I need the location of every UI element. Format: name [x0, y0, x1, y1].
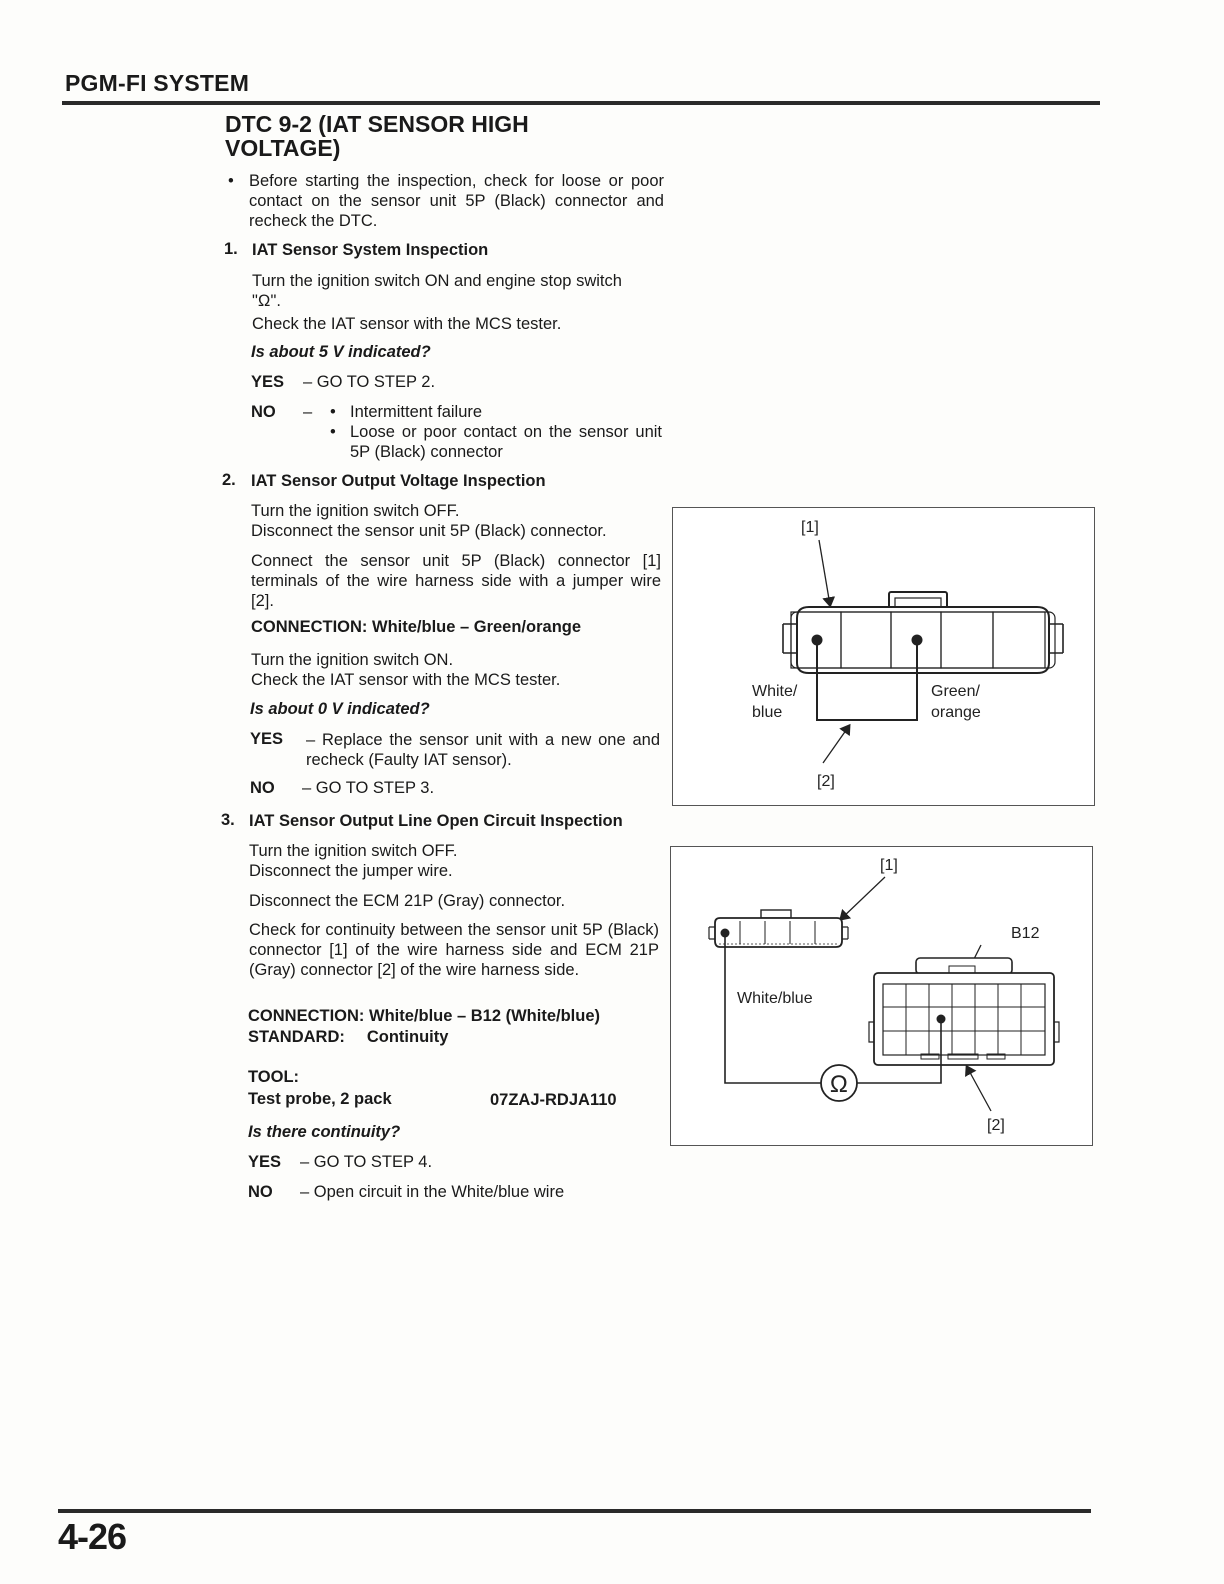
figure-jumper-wire: [672, 507, 1095, 806]
bottom-rule: [58, 1509, 1091, 1513]
standard-label: STANDARD:: [248, 1028, 345, 1046]
fig1-label-green-orange-1: Green/: [931, 683, 980, 700]
jumper-diagram: [673, 508, 1094, 805]
step1-title: IAT Sensor System Inspection: [252, 241, 489, 259]
step3-no-label: NO: [248, 1183, 273, 1201]
step1-no-list: [330, 402, 662, 462]
fig2-callout-2: [2]: [987, 1117, 1005, 1134]
section-title: PGM-FI SYSTEM: [65, 70, 250, 96]
fig1-label-white-blue-1: White/: [752, 683, 798, 700]
step1-no-item: • Intermittent failure: [330, 403, 483, 421]
step3-no-text: – Open circuit in the White/blue wire: [300, 1183, 565, 1201]
step1-yes: [251, 372, 435, 392]
step1-yes-label: YES: [251, 373, 285, 391]
step3-line1: Turn the ignition switch OFF.: [249, 842, 458, 860]
step3-standard: [248, 1027, 448, 1047]
fig2-callout-1: [1]: [880, 857, 898, 874]
step2-no-text: – GO TO STEP 3.: [302, 779, 435, 797]
ecm-21p-connector: [869, 958, 1059, 1065]
bullet-icon: •: [228, 172, 234, 190]
step2-line3: Turn the ignition switch ON.: [251, 651, 454, 669]
step1-number: 1.: [224, 240, 238, 258]
step2-question: Is about 0 V indicated?: [250, 700, 430, 718]
fig1-label-green-orange-2: orange: [931, 704, 981, 721]
step3-para2: Disconnect the ECM 21P (Gray) connector.: [249, 892, 566, 910]
step3-yes-label: YES: [248, 1153, 282, 1171]
fig1-callout-2: [2]: [817, 773, 835, 790]
page-number: 4-26: [58, 1516, 127, 1557]
step3-title: IAT Sensor Output Line Open Circuit Inspection: [249, 812, 623, 830]
fig2-arrow-2: [967, 1067, 991, 1111]
dtc-title-line2: VOLTAGE): [225, 135, 341, 161]
intro-text: Before starting the inspection, check for loose or poor contact on the sensor unit 5P (Black) connector and recheck the DTC.: [249, 172, 664, 230]
fig2-probe-lead-left: [725, 933, 821, 1083]
step3-number: 3.: [221, 811, 235, 829]
top-rule: [62, 101, 1100, 105]
tool-part-number: 07ZAJ-RDJA110: [490, 1091, 617, 1109]
fig2-label-white-blue: White/blue: [737, 990, 813, 1007]
step1-no-item: • Loose or poor contact on the sensor unit 5P (Black) connector: [330, 423, 662, 461]
step3-para1: [249, 841, 664, 881]
step2-no: [250, 778, 434, 798]
ohmmeter-icon: [821, 1065, 857, 1101]
intro-bullet: [228, 171, 664, 231]
step1-question: Is about 5 V indicated?: [251, 343, 431, 361]
step3-connection: CONNECTION: White/blue – B12 (White/blue): [248, 1007, 601, 1025]
step2-para3: [251, 650, 666, 690]
standard-value: Continuity: [366, 1028, 449, 1046]
figure-continuity-check: [670, 846, 1093, 1146]
step1-line3: Check the IAT sensor with the MCS tester.: [252, 315, 562, 333]
step2-line2: Disconnect the sensor unit 5P (Black) connector.: [251, 522, 607, 540]
ohm-symbol: Ω: [829, 1071, 849, 1098]
step2-line4: Check the IAT sensor with the MCS tester.: [251, 671, 561, 689]
step2-connection: CONNECTION: White/blue – Green/orange: [251, 618, 582, 636]
dtc-title: [225, 112, 625, 160]
step3-yes-text: – GO TO STEP 4.: [300, 1153, 433, 1171]
fig2-label-b12: B12: [1011, 925, 1040, 942]
step2-line1: Turn the ignition switch OFF.: [251, 502, 460, 520]
step2-title: IAT Sensor Output Voltage Inspection: [251, 472, 546, 490]
step2-yes-text: – Replace the sensor unit with a new one and recheck (Faulty IAT sensor).: [306, 731, 660, 769]
sensor-5p-connector: [783, 592, 1063, 673]
fig1-label-white-blue-2: blue: [752, 704, 783, 721]
step1-yes-text: – GO TO STEP 2.: [303, 373, 436, 391]
bullet-icon: •: [330, 423, 336, 441]
bullet-icon: •: [330, 403, 336, 421]
step2-para1: [251, 501, 666, 541]
step2-para2: Connect the sensor unit 5P (Black) connector [1] terminals of the wire harness side with a jumper wire [2].: [251, 552, 661, 610]
step2-yes-label: YES: [250, 730, 284, 748]
step1-no-dash: –: [303, 403, 313, 421]
step1-line2: "Ω".: [252, 292, 281, 310]
dtc-title-line1: DTC 9-2 (IAT SENSOR HIGH: [225, 111, 529, 137]
step1-line1: Turn the ignition switch ON and engine stop switch: [252, 272, 622, 290]
step3-no: [248, 1182, 564, 1202]
fig1-callout-1: [1]: [801, 519, 819, 536]
step3-yes: [248, 1152, 432, 1172]
fig2-arrow-1: [841, 877, 885, 919]
step3-para3: Check for continuity between the sensor unit 5P (Black) connector [1] of the wire harness side and ECM 21P (Gray) connector [2] of the wire harness side.: [249, 921, 659, 979]
step2-number: 2.: [222, 471, 236, 489]
step1-para: [252, 271, 667, 334]
fig1-arrow-1: [819, 540, 830, 605]
sensor-5p-connector: [709, 910, 848, 947]
continuity-diagram: [671, 847, 1092, 1145]
step2-no-label: NO: [250, 779, 275, 797]
fig1-arrow-2: [823, 726, 849, 763]
step1-no-label: NO: [251, 403, 276, 421]
step3-line2: Disconnect the jumper wire.: [249, 862, 453, 880]
step3-question: Is there continuity?: [248, 1123, 401, 1141]
tool-name: Test probe, 2 pack: [248, 1090, 392, 1108]
tool-label: TOOL:: [248, 1068, 300, 1086]
